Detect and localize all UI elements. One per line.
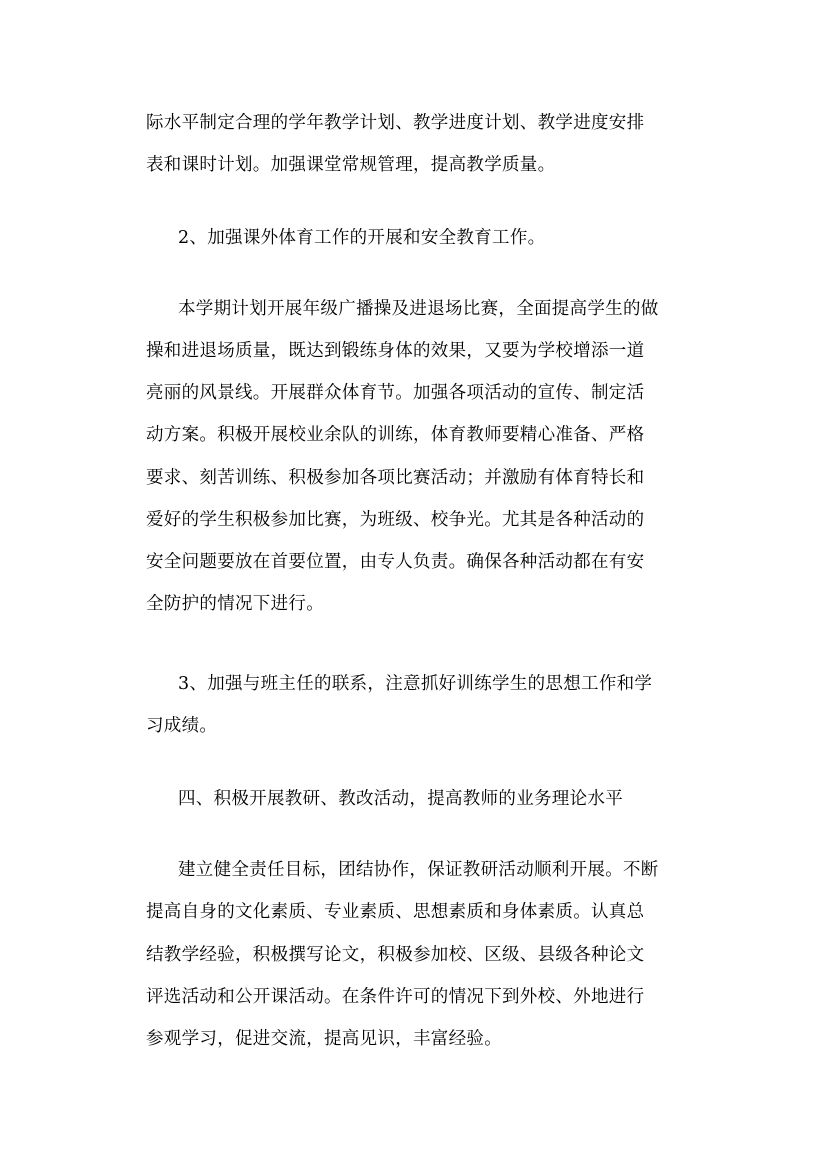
paragraph-2-line-1: 2、加强课外体育工作的开展和安全教育工作。	[178, 228, 546, 248]
section-heading-four: 四、积极开展教研、教改活动，提高教师的业务理论水平	[178, 789, 623, 809]
paragraph-3-line-2: 操和进退场质量，既达到锻练身体的效果，又要为学校增添一道	[146, 341, 645, 361]
paragraph-4-line-2: 习成绩。	[146, 716, 218, 736]
paragraph-1-line-2: 表和课时计划。加强课堂常规管理，提高教学质量。	[146, 155, 556, 175]
paragraph-6-line-5: 参观学习，促进交流，提高见识，丰富经验。	[146, 1029, 502, 1049]
paragraph-6-line-1: 建立健全责任目标，团结协作，保证教研活动顺利开展。不断	[178, 860, 659, 880]
paragraph-3-line-4: 动方案。积极开展校业余队的训练，体育教师要精心准备、严格	[146, 425, 645, 445]
paragraph-6-line-4: 评选活动和公开课活动。在条件许可的情况下到外校、外地进行	[146, 987, 645, 1007]
paragraph-3-line-7: 安全问题要放在首要位置，由专人负责。确保各种活动都在有安	[146, 552, 645, 572]
paragraph-6-line-2: 提高自身的文化素质、专业素质、思想素质和身体素质。认真总	[146, 902, 645, 922]
paragraph-4-line-1: 3、加强与班主任的联系，注意抓好训练学生的思想工作和学	[178, 674, 653, 694]
paragraph-3-line-6: 爱好的学生积极参加比赛，为班级、校争光。尤其是各种活动的	[146, 510, 645, 530]
paragraph-3-line-1: 本学期计划开展年级广播操及进退场比赛，全面提高学生的做	[178, 299, 659, 319]
paragraph-3-line-5: 要求、刻苦训练、积极参加各项比赛活动；并激励有体育特长和	[146, 468, 645, 488]
paragraph-6-line-3: 结教学经验，积极撰写论文，积极参加校、区级、县级各种论文	[146, 945, 645, 965]
paragraph-1-line-1: 际水平制定合理的学年教学计划、教学进度计划、教学进度安排	[146, 113, 645, 133]
paragraph-3-line-3: 亮丽的风景线。开展群众体育节。加强各项活动的宣传、制定活	[146, 383, 645, 403]
paragraph-3-line-8: 全防护的情况下进行。	[146, 594, 324, 614]
